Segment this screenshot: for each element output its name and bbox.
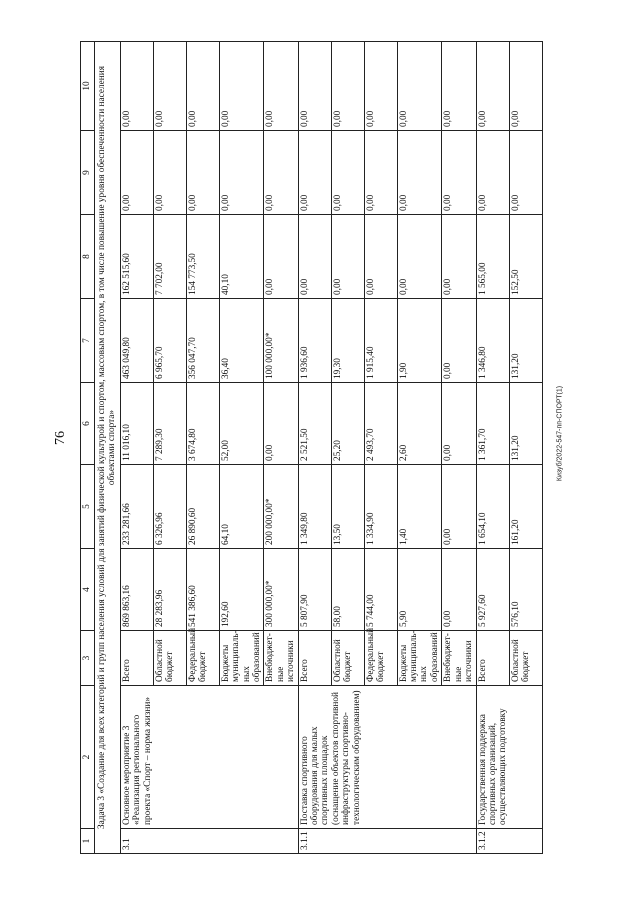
amount-cell: 0,00: [264, 131, 298, 215]
item-name-cell: Основное мероприятие 3 «Реализация регионального проекта «Спорт – норма жизни»: [120, 686, 298, 829]
amount-cell: 356 047,70: [186, 299, 219, 383]
amount-cell: 0,00: [331, 42, 364, 131]
amount-cell: 0,00: [264, 215, 298, 299]
table-header-row: [81, 42, 95, 854]
amount-cell: 0,00: [153, 42, 186, 131]
header-cell: 3: [81, 631, 95, 686]
amount-cell: 0,00: [509, 131, 542, 215]
table-row: [476, 42, 509, 854]
task-title: Задача 3 «Создание для всех категорий и групп населения условий для занятий физической культурой и спортом, массовым спортом, в том числе повышение уровня обеспеченности населения объектами спорта»: [95, 42, 121, 854]
funding-source-cell: Областной бюджет: [509, 631, 542, 686]
amount-cell: 0,00: [397, 42, 442, 131]
amount-cell: 100 000,00*: [264, 299, 298, 383]
item-number-cell: 3.1.2: [476, 829, 542, 854]
amount-cell: 1 346,80: [476, 299, 509, 383]
amount-cell: 1,40: [397, 465, 442, 549]
item-number-cell: 3.1: [120, 829, 298, 854]
header-cell: 1: [81, 829, 95, 854]
header-cell: 7: [81, 299, 95, 383]
amount-cell: 1,90: [397, 299, 442, 383]
funding-source-cell: Областной бюджет: [153, 631, 186, 686]
amount-cell: 64,10: [219, 465, 264, 549]
amount-cell: 0,00: [364, 131, 397, 215]
rotated-table-inner: [80, 42, 602, 854]
amount-cell: 0,00: [476, 42, 509, 131]
amount-cell: 5,90: [397, 549, 442, 631]
amount-cell: 161,20: [509, 465, 542, 549]
amount-cell: 6 326,96: [153, 465, 186, 549]
amount-cell: 576,10: [509, 549, 542, 631]
funding-source-cell: Областной бюджет: [331, 631, 364, 686]
amount-cell: 1 361,70: [476, 383, 509, 465]
amount-cell: 869 863,16: [120, 549, 153, 631]
amount-cell: 131,20: [509, 299, 542, 383]
funding-source-cell: Бюджеты муниципаль-ных образований: [397, 631, 442, 686]
amount-cell: 0,00: [509, 42, 542, 131]
amount-cell: 52,00: [219, 383, 264, 465]
amount-cell: 0,00: [264, 383, 298, 465]
amount-cell: 2 493,70: [364, 383, 397, 465]
amount-cell: 7 702,00: [153, 215, 186, 299]
table-body: [81, 42, 543, 854]
amount-cell: 0,00: [153, 131, 186, 215]
amount-cell: 154 773,50: [186, 215, 219, 299]
funding-source-cell: Всего: [298, 631, 331, 686]
amount-cell: 5 807,90: [298, 549, 331, 631]
amount-cell: 1 915,40: [364, 299, 397, 383]
amount-cell: 1 334,90: [364, 465, 397, 549]
amount-cell: 0,00: [442, 549, 476, 631]
header-cell: 4: [81, 549, 95, 631]
amount-cell: 0,00: [442, 215, 476, 299]
amount-cell: 19,30: [331, 299, 364, 383]
amount-cell: 1 936,60: [298, 299, 331, 383]
amount-cell: 0,00: [219, 42, 264, 131]
amount-cell: 0,00: [331, 131, 364, 215]
funding-source-cell: Внебюджет-ные источники: [442, 631, 476, 686]
funding-source-cell: Всего: [120, 631, 153, 686]
amount-cell: 463 049,80: [120, 299, 153, 383]
amount-cell: 0,00: [442, 299, 476, 383]
amount-cell: 192,60: [219, 549, 264, 631]
amount-cell: 1 349,80: [298, 465, 331, 549]
funding-source-cell: Всего: [476, 631, 509, 686]
amount-cell: 200 000,00*: [264, 465, 298, 549]
amount-cell: 0,00: [476, 131, 509, 215]
rotated-table-region: [80, 42, 639, 850]
amount-cell: 0,00: [298, 131, 331, 215]
amount-cell: 40,10: [219, 215, 264, 299]
amount-cell: 0,00: [298, 215, 331, 299]
amount-cell: 0,00: [186, 131, 219, 215]
table-row: [298, 42, 331, 854]
amount-cell: 1 565,00: [476, 215, 509, 299]
amount-cell: 0,00: [120, 42, 153, 131]
amount-cell: 233 281,66: [120, 465, 153, 549]
amount-cell: 541 386,60: [186, 549, 219, 631]
amount-cell: 0,00: [364, 215, 397, 299]
header-cell: 10: [81, 42, 95, 131]
amount-cell: 0,00: [442, 465, 476, 549]
header-cell: 6: [81, 383, 95, 465]
amount-cell: 131,20: [509, 383, 542, 465]
amount-cell: 5 927,60: [476, 549, 509, 631]
amount-cell: 0,00: [397, 131, 442, 215]
amount-cell: 0,00: [331, 215, 364, 299]
amount-cell: 0,00: [442, 42, 476, 131]
amount-cell: 6 965,70: [153, 299, 186, 383]
document-code: Кизуб/2022-547-пп-СПОРТ(1): [556, 385, 564, 482]
amount-cell: 11 016,10: [120, 383, 153, 465]
item-number-cell: 3.1.1: [298, 829, 476, 854]
amount-cell: 0,00: [397, 215, 442, 299]
page-number: 76: [53, 431, 68, 445]
amount-cell: 3 674,80: [186, 383, 219, 465]
table-row: [120, 42, 153, 854]
amount-cell: 0,00: [186, 42, 219, 131]
amount-cell: 28 283,96: [153, 549, 186, 631]
amount-cell: 0,00: [120, 131, 153, 215]
amount-cell: 58,00: [331, 549, 364, 631]
budget-table: [80, 41, 543, 854]
amount-cell: 7 289,30: [153, 383, 186, 465]
amount-cell: 152,50: [509, 215, 542, 299]
amount-cell: 0,00: [442, 383, 476, 465]
amount-cell: 0,00: [442, 131, 476, 215]
amount-cell: 25,20: [331, 383, 364, 465]
amount-cell: 0,00: [298, 42, 331, 131]
amount-cell: 0,00: [264, 42, 298, 131]
header-cell: 5: [81, 465, 95, 549]
header-cell: 2: [81, 686, 95, 829]
funding-source-cell: Федеральный бюджет: [186, 631, 219, 686]
funding-source-cell: Федеральный бюджет: [364, 631, 397, 686]
header-cell: 9: [81, 131, 95, 215]
amount-cell: 0,00: [219, 131, 264, 215]
amount-cell: 162 515,60: [120, 215, 153, 299]
funding-source-cell: Внебюджет-ные источники: [264, 631, 298, 686]
amount-cell: 36,40: [219, 299, 264, 383]
funding-source-cell: Бюджеты муниципаль-ных образований: [219, 631, 264, 686]
amount-cell: 0,00: [364, 42, 397, 131]
amount-cell: 2 521,50: [298, 383, 331, 465]
header-cell: 8: [81, 215, 95, 299]
item-name-cell: Поставка спортивного оборудования для малых спортивных площадок (оснащение объектов спортивной инфраструктуры спортивно-технологическим оборудованием): [298, 686, 476, 829]
amount-cell: 5 744,00: [364, 549, 397, 631]
item-name-cell: Государственная поддержка спортивных организаций, осуществляющих подготовку: [476, 686, 542, 829]
amount-cell: 300 000,00*: [264, 549, 298, 631]
amount-cell: 13,50: [331, 465, 364, 549]
task-row: [95, 42, 121, 854]
amount-cell: 1 654,10: [476, 465, 509, 549]
amount-cell: 26 890,60: [186, 465, 219, 549]
amount-cell: 2,60: [397, 383, 442, 465]
